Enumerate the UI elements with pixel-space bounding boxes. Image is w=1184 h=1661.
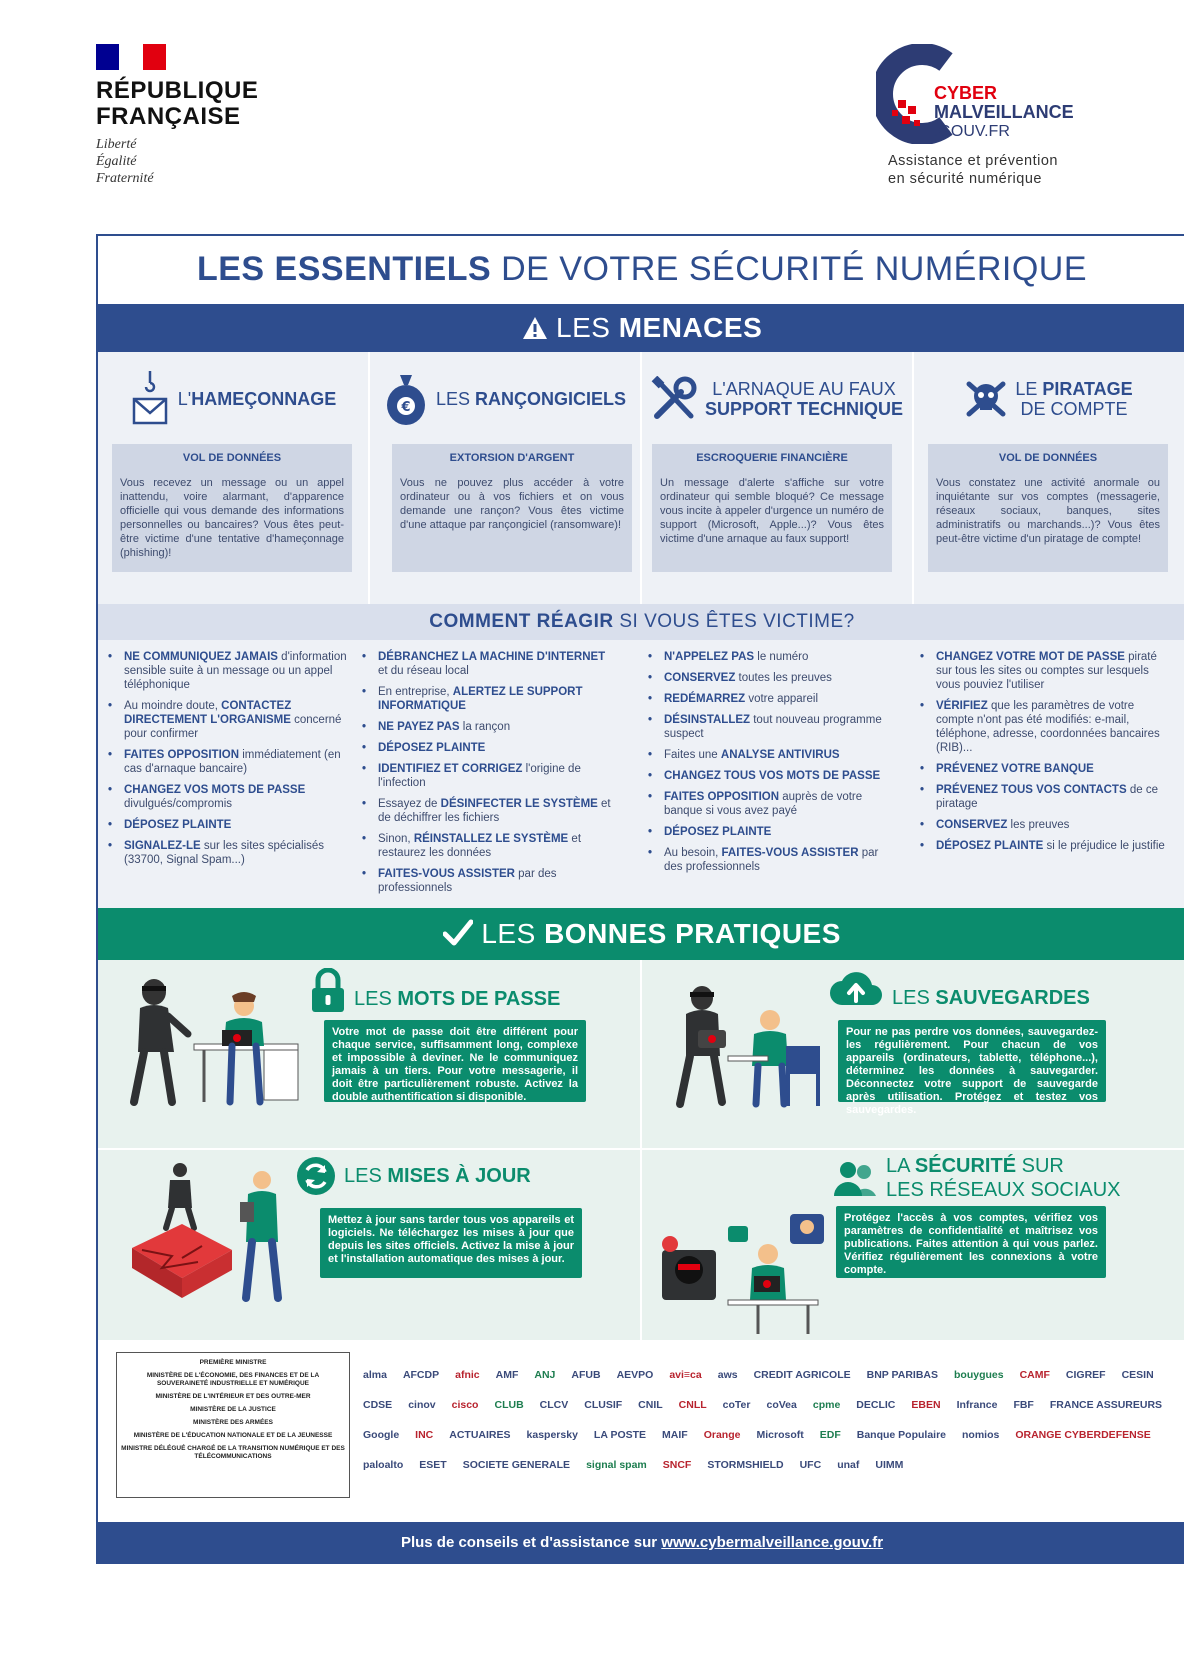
partner-logo: cpme <box>812 1399 841 1411</box>
action-item: • CHANGEZ VOS MOTS DE PASSE divulgués/compromis <box>104 783 358 811</box>
practice-text: Protégez l'accès à vos comptes, vérifiez vos paramètres de confidentialité et maîtrisez vos publications. Faites attention à qui vous parlez. Vérifiez régulièrement les connexions à votre compte. <box>836 1206 1106 1278</box>
threat-category: VOL DE DONNÉES <box>998 452 1098 464</box>
practice-title: LES MOTS DE PASSE <box>354 988 561 1010</box>
actions-rancongiciels <box>358 650 612 902</box>
action-item: • NE PAYEZ PAS la rançon <box>358 720 612 734</box>
partner-logo: kaspersky <box>526 1429 578 1441</box>
partner-logo: FRANCE ASSUREURS <box>1049 1399 1163 1411</box>
republique-francaise-logo <box>96 44 296 187</box>
french-flag-icon <box>96 44 166 70</box>
partner-logo: afnic <box>455 1369 480 1381</box>
action-item: • REDÉMARREZ votre appareil <box>644 692 898 706</box>
threat-card <box>652 444 892 572</box>
page-title: LES ESSENTIELS DE VOTRE SÉCURITÉ NUMÉRIQUE <box>196 250 1088 288</box>
action-item: • NE COMMUNIQUEZ JAMAIS d'information sensible suite à un message ou un appel téléphonique <box>104 650 358 692</box>
cyber-tagline: Assistance et prévention en sécurité numérique <box>888 153 1058 187</box>
threat-piratage <box>914 352 1184 604</box>
partner-logo: UIMM <box>875 1459 904 1471</box>
password-illustration <box>114 972 304 1112</box>
practice-text: Votre mot de passe doit être différent pour chaque service, suffisamment long, complexe et impossible à deviner. Ne le communiquez jamais à un tiers. Pour votre messagerie, il doit être particulièrement robuste. Activez la double authentification si disponible. <box>324 1020 586 1102</box>
partner-logo: avi≡ca <box>669 1369 702 1381</box>
threat-card <box>928 444 1168 572</box>
action-item: • Au moindre doute, CONTACTEZ DIRECTEMENT L'ORGANISME concerné pour confirmer <box>104 699 358 741</box>
practice-title: LES MISES À JOUR <box>344 1165 531 1187</box>
partner-logo: INC <box>415 1429 434 1441</box>
threat-title: LES RANÇONGICIELS <box>435 389 627 409</box>
partner-logo: CLCV <box>539 1399 569 1411</box>
cloud-upload-icon <box>828 971 884 1009</box>
republique-francaise-name: RÉPUBLIQUE FRANÇAISE <box>96 77 259 130</box>
threat-category: VOL DE DONNÉES <box>182 452 282 464</box>
partner-logo: UFC <box>799 1459 822 1471</box>
action-item: • Essayez de DÉSINFECTER LE SYSTÈME et de déchiffrer les fichiers <box>358 797 612 825</box>
threat-description: Vous constatez une activité anormale ou inquiétante sur vos comptes (messagerie, réseaux sociaux, banques, sites administratifs ou marchands...)? Vous êtes peut-être victime d'un piratage de compte! <box>936 477 1160 545</box>
skull-icon <box>965 378 1007 420</box>
partner-logo: Microsoft <box>756 1429 804 1441</box>
action-item: • CHANGEZ TOUS VOS MOTS DE PASSE <box>644 769 898 783</box>
action-item: • FAITES OPPOSITION auprès de votre banque si vous avez payé <box>644 790 898 818</box>
partner-logo: ACTUAIRES <box>449 1429 511 1441</box>
partner-logo: FBF <box>1013 1399 1034 1411</box>
practice-title: LA SÉCURITÉ SUR LES RÉSEAUX SOCIAUX <box>886 1155 1121 1201</box>
ministries-box <box>116 1352 350 1498</box>
menaces-banner: LES MENACES <box>98 304 1184 352</box>
threat-title: LE PIRATAGE DE COMPTE <box>1015 379 1133 419</box>
threat-description: Vous ne pouvez plus accéder à votre ordinateur ou à vos fichiers et on vous demande une rançon? Vous êtes victime d'une attaque par rançongiciel (ransomware)! <box>400 477 624 531</box>
partner-logo: Banque Populaire <box>856 1429 946 1441</box>
checkmark-icon <box>443 919 473 947</box>
practice-mises-a-jour <box>98 1150 640 1338</box>
partner-logo: SOCIETE GENERALE <box>462 1459 571 1471</box>
action-item: • PRÉVENEZ TOUS VOS CONTACTS de ce piratage <box>916 783 1170 811</box>
partners-section <box>98 1340 1184 1522</box>
ministry-name: MINISTÈRE DE L'INTÉRIEUR ET DES OUTRE-MER <box>155 1393 311 1400</box>
threat-title: L'HAMEÇONNAGE <box>177 389 337 409</box>
partner-logo: AFCDP <box>402 1369 440 1381</box>
partner-logo: signal spam <box>586 1459 647 1471</box>
partner-logo: Infrance <box>956 1399 998 1411</box>
partner-logo: STORMSHIELD <box>707 1459 784 1471</box>
action-item: • DÉBRANCHEZ LA MACHINE D'INTERNET et du réseau local <box>358 650 612 678</box>
partner-logo: aws <box>717 1369 738 1381</box>
partner-logo: MAIF <box>662 1429 688 1441</box>
partner-logo: cisco <box>451 1399 479 1411</box>
action-item: • Faites une ANALYSE ANTIVIRUS <box>644 748 898 762</box>
partner-logo: CREDIT AGRICOLE <box>753 1369 851 1381</box>
practice-reseaux-sociaux <box>642 1150 1184 1338</box>
actions-faux-support <box>644 650 898 881</box>
practices-section <box>98 960 1184 1340</box>
partner-logo: CESIN <box>1121 1369 1154 1381</box>
partner-logo: EDF <box>819 1429 841 1441</box>
ministry-name: MINISTÈRE DES ARMÉES <box>193 1419 273 1426</box>
action-item: • VÉRIFIEZ que les paramètres de votre compte n'ont pas été modifiés: e-mail, téléphone, adresse, coordonnées bancaires (RIB)... <box>916 699 1170 755</box>
practice-title: LES SAUVEGARDES <box>892 987 1090 1009</box>
motto: Liberté Égalité Fraternité <box>96 137 154 186</box>
partner-logo: Google <box>363 1429 400 1441</box>
bonnes-pratiques-banner: LES BONNES PRATIQUES <box>98 908 1184 960</box>
partner-logo: BNP PARIBAS <box>866 1369 938 1381</box>
action-item: • DÉPOSEZ PLAINTE <box>358 741 612 755</box>
threat-category: ESCROQUERIE FINANCIÈRE <box>696 452 848 464</box>
update-illustration <box>122 1158 302 1318</box>
ministry-name: PREMIÈRE MINISTRE <box>199 1359 267 1366</box>
footer-bar: Plus de conseils et d'assistance sur www.cybermalveillance.gouv.fr <box>98 1522 1184 1564</box>
actions-piratage <box>916 650 1170 860</box>
action-item: • CONSERVEZ les preuves <box>916 818 1170 832</box>
actions-hameconnage <box>104 650 358 874</box>
action-item: • FAITES-VOUS ASSISTER par des professionnels <box>358 867 612 895</box>
envelope-hook-icon <box>130 369 170 429</box>
partner-logo: CNIL <box>638 1399 663 1411</box>
users-icon <box>832 1158 878 1198</box>
partner-logo: CNLL <box>678 1399 707 1411</box>
warning-icon <box>522 316 548 340</box>
action-item: • FAITES OPPOSITION immédiatement (en cas d'arnaque bancaire) <box>104 748 358 776</box>
backup-illustration <box>658 976 828 1112</box>
threat-category: EXTORSION D'ARGENT <box>449 452 575 464</box>
ministry-name: MINISTÈRE DE L'ÉDUCATION NATIONALE ET DE LA JEUNESSE <box>133 1432 333 1439</box>
threat-card <box>112 444 352 572</box>
action-item: • SIGNALEZ-LE sur les sites spécialisés (33700, Signal Spam...) <box>104 839 358 867</box>
social-illustration <box>658 1210 838 1338</box>
money-bag-icon <box>384 371 428 427</box>
threat-hameconnage <box>98 352 368 604</box>
threat-title: L'ARNAQUE AU FAUX SUPPORT TECHNIQUE <box>704 379 904 419</box>
partner-logo: CLUSIF <box>584 1399 623 1411</box>
threat-description: Vous recevez un message ou un appel inattendu, voire alarmant, d'apparence officielle qui vous demande des informations personnelles ou bancaires? Vous êtes peut-être victime d'une tentative d'hameçonnage (phishing)! <box>120 477 344 559</box>
partner-logo: paloalto <box>363 1459 404 1471</box>
svg-text:€: € <box>401 400 411 415</box>
ministry-name: MINISTÈRE DE L'ÉCONOMIE, DES FINANCES ET DE LA SOUVERAINETÉ INDUSTRIELLE ET NUMÉRIQUE <box>146 1372 320 1387</box>
partner-logo: AEVPO <box>616 1369 654 1381</box>
partner-logo: Orange <box>703 1429 741 1441</box>
partner-logo: coVea <box>766 1399 797 1411</box>
action-item: • PRÉVENEZ VOTRE BANQUE <box>916 762 1170 776</box>
partner-logo: ANJ <box>534 1369 556 1381</box>
action-item: • CHANGEZ VOTRE MOT DE PASSE piraté sur tous les sites ou comptes sur lesquels vous pouviez l'utiliser <box>916 650 1170 692</box>
action-item: • N'APPELEZ PAS le numéro <box>644 650 898 664</box>
partner-logo: alma <box>363 1369 387 1381</box>
action-item: • Sinon, RÉINSTALLEZ LE SYSTÈME et restaurez les données <box>358 832 612 860</box>
action-item: • IDENTIFIEZ ET CORRIGEZ l'origine de l'infection <box>358 762 612 790</box>
poster-frame <box>96 234 1184 1564</box>
cybermalveillance-logo[interactable] <box>876 44 1116 194</box>
practice-text: Mettez à jour sans tarder tous vos appareils et logiciels. Ne téléchargez les mises à jour que depuis les sites officiels. Activez la mise à jour et l'installation automatique des mises à jour. <box>320 1208 582 1278</box>
action-item: • En entreprise, ALERTEZ LE SUPPORT INFORMATIQUE <box>358 685 612 713</box>
action-item: • DÉPOSEZ PLAINTE <box>104 818 358 832</box>
partner-logo: ORANGE CYBERDEFENSE <box>1015 1429 1151 1441</box>
partner-logo: CAMF <box>1019 1369 1050 1381</box>
action-item: • DÉPOSEZ PLAINTE <box>644 825 898 839</box>
cybermalveillance-link[interactable]: www.cybermalveillance.gouv.fr <box>661 1534 884 1551</box>
partner-logo: cinov <box>408 1399 436 1411</box>
partner-logo: DECLIC <box>856 1399 896 1411</box>
partner-logo: ESET <box>419 1459 447 1471</box>
partner-logo: AFUB <box>571 1369 601 1381</box>
partner-logo: AMF <box>495 1369 519 1381</box>
practice-mots-de-passe <box>98 960 640 1148</box>
action-item: • DÉSINSTALLEZ tout nouveau programme suspect <box>644 713 898 741</box>
partner-logos <box>360 1364 1184 1476</box>
wrench-screwdriver-icon <box>651 376 697 422</box>
refresh-icon <box>296 1156 336 1196</box>
partner-logo: SNCF <box>662 1459 692 1471</box>
partner-logo: bouygues <box>954 1369 1004 1381</box>
threat-faux-support <box>642 352 912 604</box>
cyber-wordmark: CYBER MALVEILLANCE .GOUV.FR <box>934 83 1074 140</box>
threat-card <box>392 444 632 572</box>
threat-rancongiciels <box>370 352 640 604</box>
practice-sauvegardes <box>642 960 1184 1148</box>
ministry-name: MINISTÈRE DE LA JUSTICE <box>190 1406 276 1413</box>
action-item: • Au besoin, FAITES-VOUS ASSISTER par des professionnels <box>644 846 898 874</box>
partner-logo: LA POSTE <box>593 1429 647 1441</box>
threats-section <box>98 352 1184 604</box>
ministry-name: MINISTRE DÉLÉGUÉ CHARGÉ DE LA TRANSITION NUMÉRIQUE ET DES TÉLÉCOMMUNICATIONS <box>121 1445 345 1460</box>
actions-section <box>98 640 1184 908</box>
react-heading: COMMENT RÉAGIR SI VOUS ÊTES VICTIME? <box>98 604 1184 640</box>
padlock-icon <box>310 968 346 1014</box>
partner-logo: CIGREF <box>1065 1369 1106 1381</box>
partner-logo: CLUB <box>494 1399 524 1411</box>
partner-logo: EBEN <box>911 1399 941 1411</box>
partner-logo: coTer <box>722 1399 751 1411</box>
action-item: • DÉPOSEZ PLAINTE si le préjudice le justifie <box>916 839 1170 853</box>
partner-logo: unaf <box>837 1459 860 1471</box>
threat-description: Un message d'alerte s'affiche sur votre ordinateur qui semble bloqué? Ce message vous incite à appeler d'urgence un numéro de support (Microsoft, Apple...)? Vous êtes victime d'une arnaque au faux support! <box>660 477 884 545</box>
action-item: • CONSERVEZ toutes les preuves <box>644 671 898 685</box>
partner-logo: nomios <box>962 1429 1000 1441</box>
practice-text: Pour ne pas perdre vos données, sauvegardez-les régulièrement. Pour chacun de vos appareils (ordinateurs, tablette, téléphone...), déterminez les données à sauvegarder. Déconnectez votre support de sauvegarde après utilisation. Protégez et testez vos sauvegardes. <box>838 1020 1106 1102</box>
partner-logo: CDSE <box>363 1399 393 1411</box>
